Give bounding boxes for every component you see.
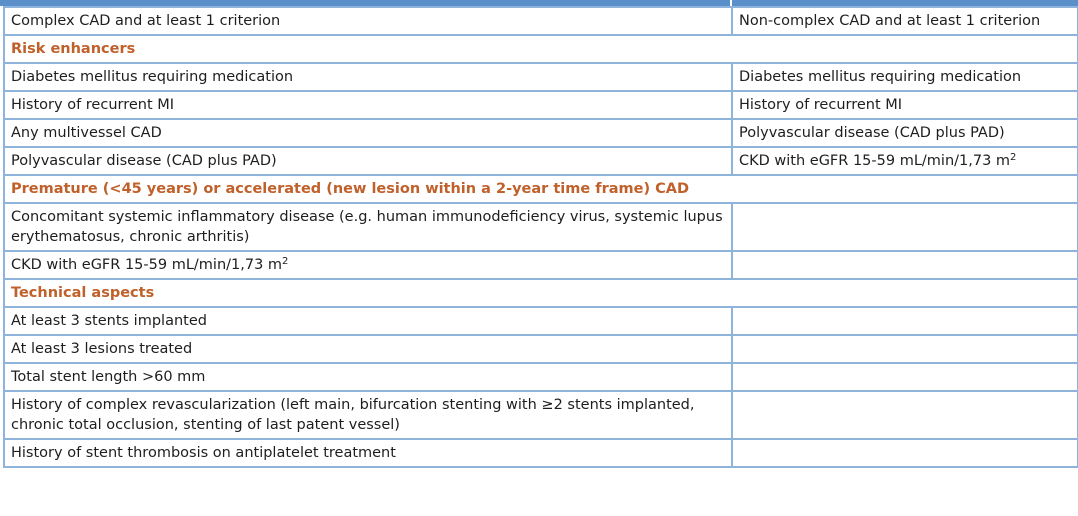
table-cell-empty [732,391,1078,439]
table-cell-empty [732,307,1078,335]
table-row [4,335,1078,363]
table-cell: Diabetes mellitus requiring medication [732,63,1078,91]
table-cell: Diabetes mellitus requiring medication [4,63,732,91]
table-cell: At least 3 stents implanted [4,307,732,335]
superscript: 2 [282,256,289,267]
table-row [4,391,1078,439]
table-cell: History of complex revascularization (left main, bifurcation stenting with ≥2 stents implanted, chronic total occlusion, stenting of last patent vessel) [4,391,732,439]
table-cell: Concomitant systemic inflammatory disease (e.g. human immunodeficiency virus, systemic lupus erythematosus, chronic arthritis) [4,203,732,251]
cell-text: CKD with eGFR 15-59 mL/min/1,73 m [11,257,283,273]
table-cell: At least 3 lesions treated [4,335,732,363]
table-cell-empty [732,439,1078,467]
section-title: Technical aspects [4,279,1078,307]
cell-complex-cad: Complex CAD and at least 1 criterion [4,7,732,35]
table-cell-empty [732,335,1078,363]
table-cell: History of recurrent MI [4,91,732,119]
table-cell: Total stent length >60 mm [4,363,732,391]
table-row [4,147,1078,175]
table-row [4,7,1078,35]
section-header-premature-cad [4,175,1078,203]
section-title: Risk enhancers [4,35,1078,63]
table-row [4,307,1078,335]
table-cell-empty [732,363,1078,391]
table-cell-ckd [4,251,732,279]
table-row [4,251,1078,279]
table-row [4,439,1078,467]
table-row [4,63,1078,91]
section-header-technical-aspects [4,279,1078,307]
table-cell-empty [732,203,1078,251]
table-cell: Any multivessel CAD [4,119,732,147]
table-row [4,203,1078,251]
table-cell-empty [732,251,1078,279]
risk-criteria-table [3,6,1078,468]
table-cell: History of stent thrombosis on antiplatelet treatment [4,439,732,467]
table-cell-ckd [732,147,1078,175]
table-cell: History of recurrent MI [732,91,1078,119]
table-row [4,91,1078,119]
section-header-risk-enhancers [4,35,1078,63]
cell-text: CKD with eGFR 15-59 mL/min/1,73 m [739,153,1011,169]
table-row [4,119,1078,147]
table-cell: Polyvascular disease (CAD plus PAD) [4,147,732,175]
superscript: 2 [1010,152,1017,163]
cell-non-complex-cad: Non-complex CAD and at least 1 criterion [732,7,1078,35]
table-cell: Polyvascular disease (CAD plus PAD) [732,119,1078,147]
section-title: Premature (<45 years) or accelerated (new lesion within a 2-year time frame) CAD [4,175,1078,203]
table-row [4,363,1078,391]
